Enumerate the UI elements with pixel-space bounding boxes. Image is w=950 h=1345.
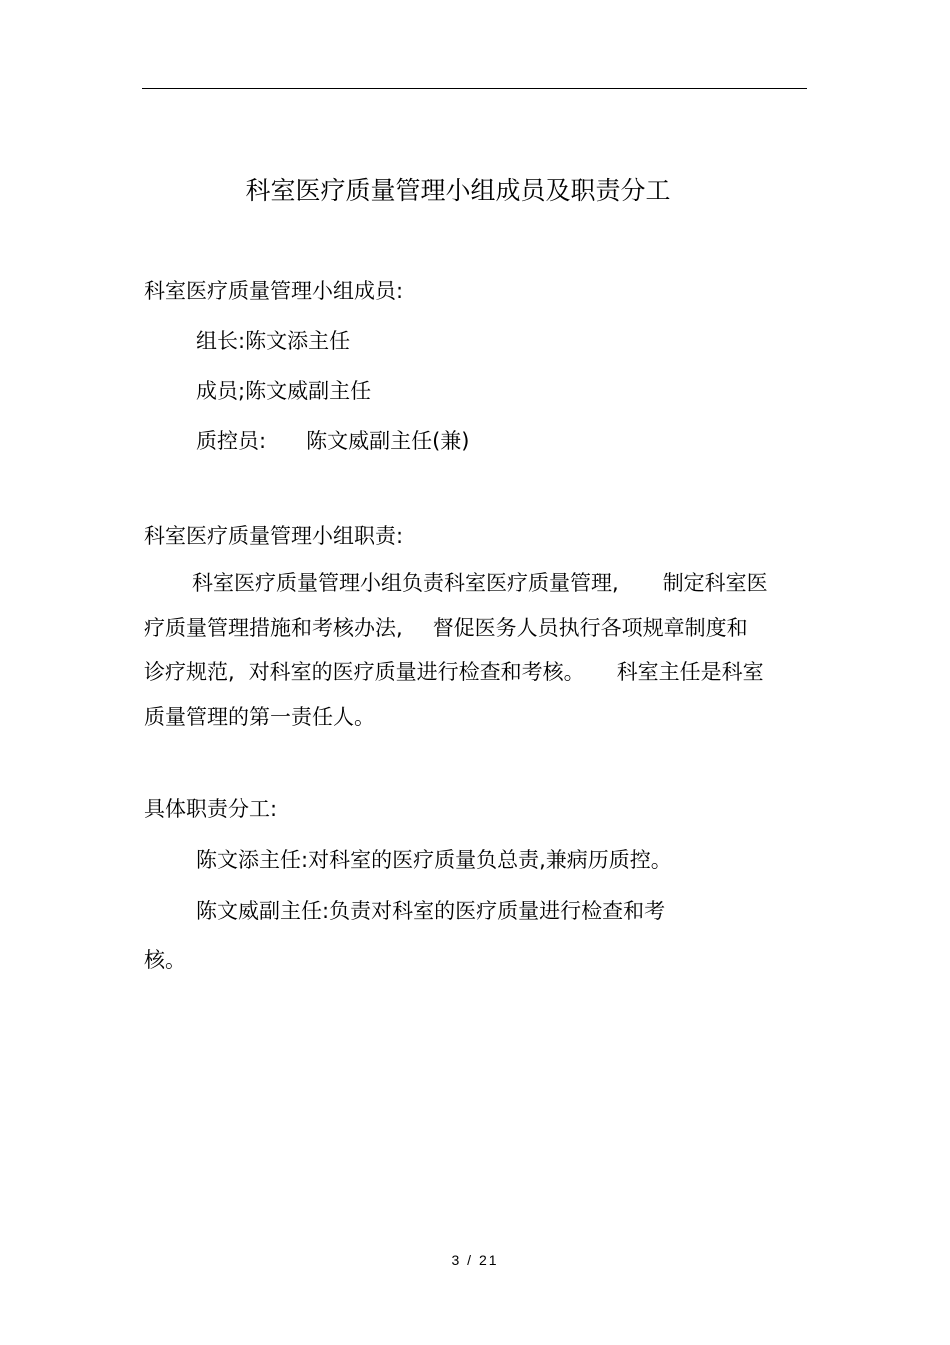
duties-text-segment: 制定科室医 [662, 571, 768, 595]
duties-text-segment: 质量管理的第一责任人。 [144, 705, 375, 729]
duties-text-segment: 诊疗规范, [144, 660, 235, 684]
duties-text-segment: 科室主任是科室 [616, 660, 764, 684]
duties-paragraph-line-1 [192, 568, 768, 598]
member-role-label: 质控员: [196, 429, 267, 453]
duties-heading: 科室医疗质量管理小组职责: [144, 524, 404, 548]
division-heading: 具体职责分工: [144, 797, 278, 821]
duties-text-segment: 科室医疗质量管理小组负责科室医疗质量管理, [192, 571, 619, 595]
page-number: 3 / 21 [451, 1252, 499, 1268]
division-item-1: 陈文添主任:对科室的医疗质量负总责,兼病历质控。 [196, 848, 672, 872]
duties-paragraph-line-2 [144, 613, 748, 643]
members-heading: 科室医疗质量管理小组成员: [144, 279, 404, 303]
header-rule [142, 88, 807, 89]
duties-text-segment: 疗质量管理措施和考核办法, [144, 616, 403, 640]
duties-text-segment: 督促医务人员执行各项规章制度和 [432, 616, 748, 640]
division-item-2-continuation: 核。 [144, 948, 186, 972]
member-role-name: 陈文威副主任(兼) [306, 429, 470, 453]
division-item-2: 陈文威副主任:负责对科室的医疗质量进行检查和考 [196, 899, 666, 923]
page-title: 科室医疗质量管理小组成员及职责分工 [245, 176, 671, 205]
member-leader: 组长:陈文添主任 [196, 329, 351, 353]
duties-paragraph-line-3 [144, 657, 764, 687]
member-quality-controller [196, 426, 469, 456]
duties-text-segment: 对科室的医疗质量进行检查和考核。 [248, 660, 585, 684]
member-member: 成员;陈文威副主任 [196, 379, 372, 403]
duties-paragraph-line-4 [144, 702, 375, 732]
